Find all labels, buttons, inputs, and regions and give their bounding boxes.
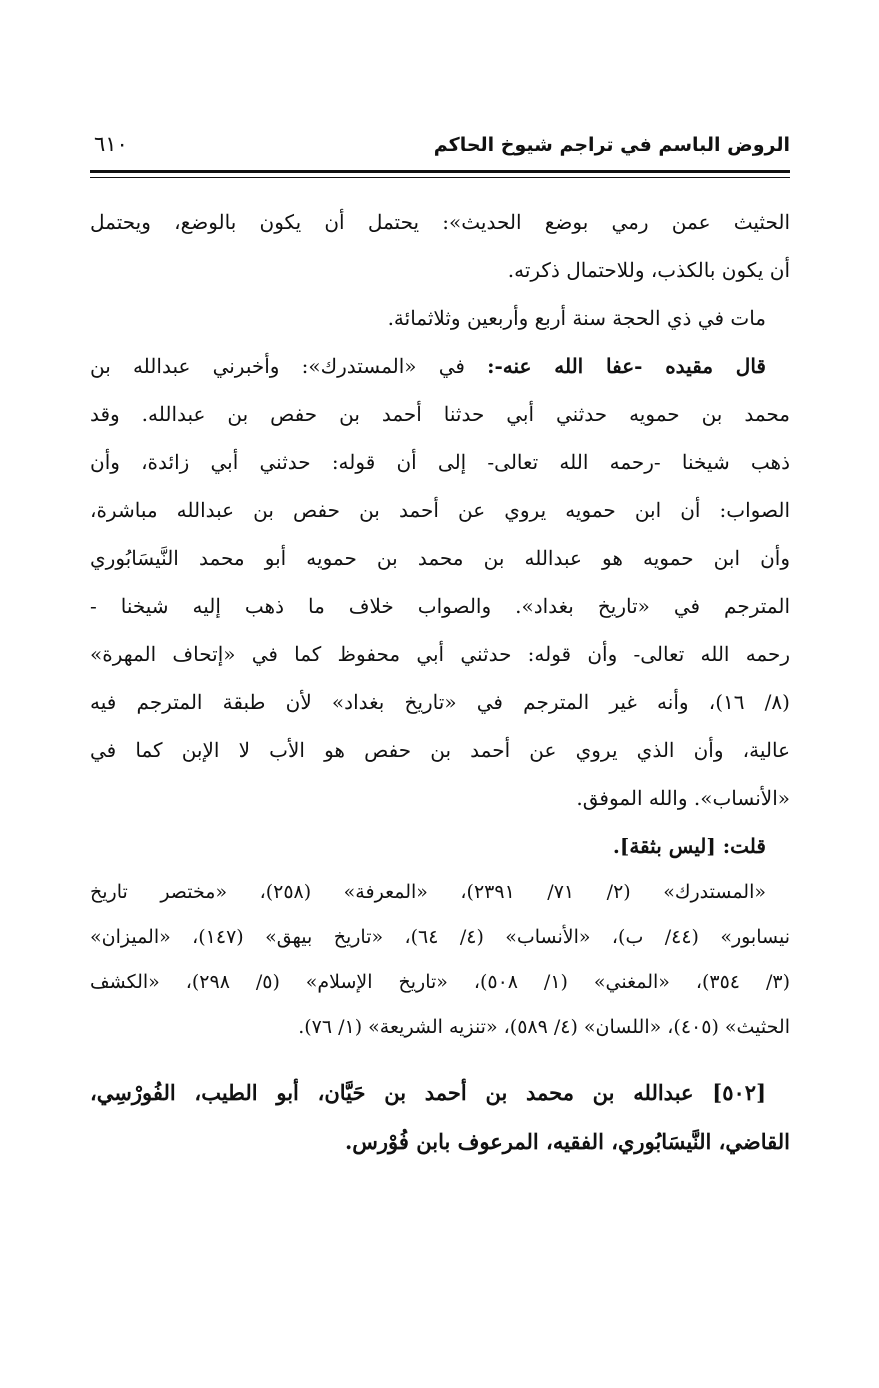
page-number: ٦١٠ (94, 132, 128, 156)
reference-line: نيسابور» (٤٤/ ب)، «الأنساب» (٤/ ٦٤)، «تاريخ بيهق» (١٤٧)، «الميزان» (90, 926, 790, 948)
paragraph-continuation (90, 198, 790, 294)
text-line: رحمه الله تعالى- وأن قوله: حدثني أبي محفوظ كما في «إتحاف المهرة» (90, 642, 790, 666)
header-rule-thick (90, 170, 790, 173)
paragraph-verdict (90, 822, 790, 870)
reference-line: (٣/ ٣٥٤)، «المغني» (١/ ٥٠٨)، «تاريخ الإسلام» (٥/ ٢٩٨)، «الكشف (90, 971, 790, 993)
text-line (90, 342, 790, 390)
paragraph-death-date (90, 294, 790, 342)
text-line: وأن ابن حمويه هو عبدالله بن محمد بن حمويه أبو محمد النَّيسَابُوري (90, 546, 790, 570)
page-header (90, 118, 790, 162)
text-line: ذهب شيخنا -رحمه الله تعالى- إلى أن قوله: حدثني أبي زائدة، وأن (90, 450, 790, 474)
text-line: الحثيث عمن رمي بوضع الحديث»: يحتمل أن يكون بالوضع، ويحتمل (90, 210, 790, 234)
reference-line: «المستدرك» (٢/ ٧١/ ٢٣٩١)، «المعرفة» (٢٥٨)، «مختصر تاريخ (90, 881, 766, 903)
text-line: المترجم في «تاريخ بغداد». والصواب خلاف ما ذهب إليه شيخنا - (90, 594, 790, 618)
reference-line: الحثيث» (٤٠٥)، «اللسان» (٤/ ٥٨٩)، «تنزيه الشريعة» (١/ ٧٦). (298, 1016, 790, 1038)
text-line: «الأنساب». والله الموفق. (576, 786, 790, 810)
editor-note-lead: قال مقيده -عفا الله عنه-: (487, 354, 766, 378)
references-block (90, 870, 790, 1050)
header-rule-thin (90, 177, 790, 178)
text-line: أن يكون بالكذب، وللاحتمال ذكرته. (507, 258, 790, 282)
verdict-line: قلت: [ليس بثقة]. (612, 834, 766, 858)
biography-entry-heading (90, 1068, 790, 1166)
book-page (90, 118, 790, 1154)
text-line: عالية، وأن الذي يروي عن أحمد بن حفص هو الأب لا الإبن كما في (90, 738, 790, 762)
text-line: مات في ذي الحجة سنة أربع وأربعين وثلاثمائة. (387, 306, 766, 330)
text-line: الصواب: أن ابن حمويه يروي عن أحمد بن حفص بن عبدالله مباشرة، (90, 498, 790, 522)
entry-line: [٥٠٢] عبدالله بن محمد بن أحمد بن حَيَّان، أبو الطيب، الفُورْسِي، (90, 1080, 766, 1105)
editor-note-text: في «المستدرك»: وأخبرني عبدالله بن (90, 354, 488, 378)
running-title: الروض الباسم في تراجم شيوخ الحاكم (433, 134, 790, 156)
page-body (90, 198, 790, 1166)
text-line: (٨/ ١٦)، وأنه غير المترجم في «تاريخ بغداد» لأن طبقة المترجم فيه (90, 690, 790, 714)
entry-line: القاضي، النَّيسَابُوري، الفقيه، المرعوف بابن فُوْرس. (344, 1129, 790, 1154)
paragraph-editor-note (90, 342, 790, 822)
text-line: محمد بن حمويه حدثني أبي حدثنا أحمد بن حفص بن عبدالله. وقد (90, 402, 790, 426)
